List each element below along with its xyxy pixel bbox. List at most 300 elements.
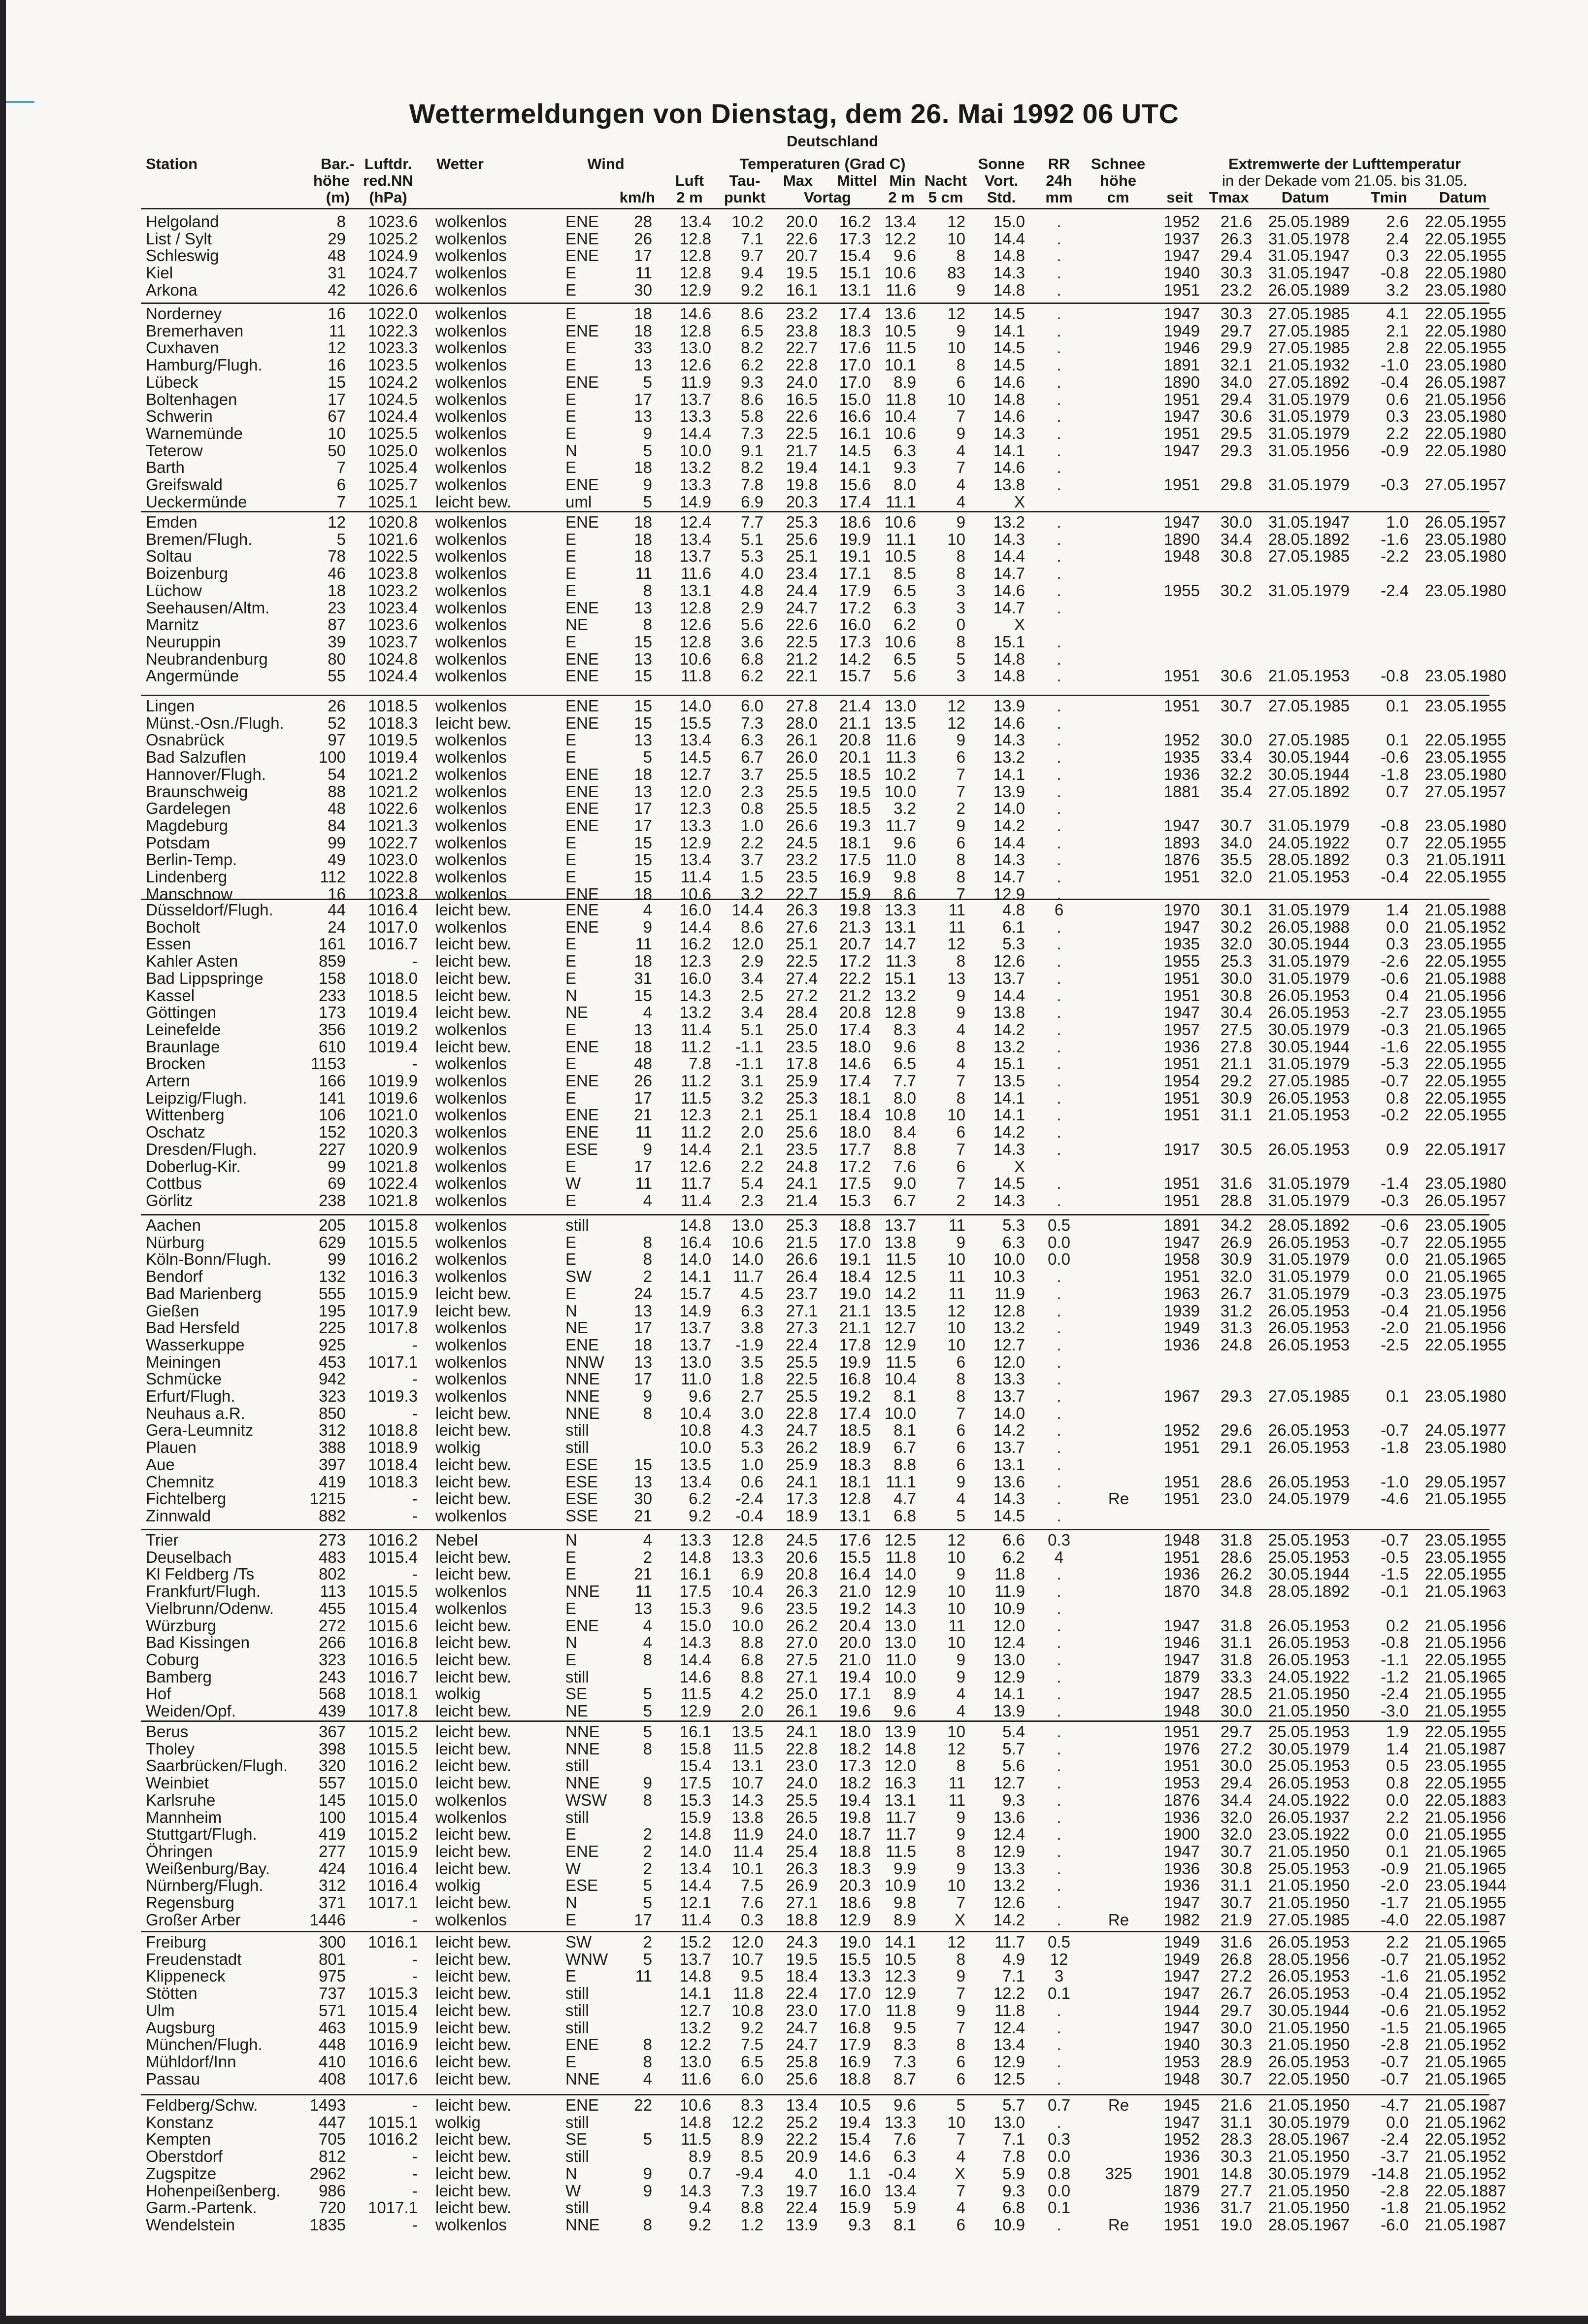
cell-tmin: 2.2	[1386, 1808, 1409, 1826]
cell-luftdruck: 1025.5	[368, 424, 418, 442]
cell-station: Bremerhaven	[146, 321, 244, 340]
cell-rr: .	[1057, 564, 1061, 583]
cell-tmin: -1.6	[1381, 1037, 1409, 1056]
cell-wetter: leicht bew.	[435, 1472, 512, 1491]
cell-max: 27.3	[786, 1318, 818, 1337]
cell-schnee: 325	[1105, 2164, 1132, 2183]
cell-datum-min: 23.05.1980	[1424, 667, 1506, 685]
cell-max: 26.3	[786, 1582, 818, 1601]
cell-luftdruck: 1016.7	[368, 935, 418, 953]
cell-wind-richtung: WNW	[565, 1950, 608, 1968]
cell-wetter: leicht bew.	[435, 1616, 512, 1635]
cell-wetter: leicht bew.	[435, 935, 512, 953]
cell-datum-max: 30.05.1979	[1268, 1739, 1350, 1758]
cell-luft: 14.9	[679, 1301, 711, 1320]
table-row	[0, 1337, 1588, 1353]
cell-wind-staerke: 4	[643, 901, 652, 919]
cell-sonne: 12.9	[993, 1667, 1025, 1686]
cell-min: 10.6	[884, 424, 916, 442]
cell-wind-staerke: 18	[634, 765, 652, 783]
table-row	[0, 600, 1588, 616]
cell-station: List / Sylt	[146, 229, 212, 248]
cell-seit: 1936	[1163, 765, 1200, 783]
cell-luft: 10.6	[679, 884, 711, 903]
cell-min: 7.6	[893, 2130, 916, 2149]
cell-datum-min: 21.05.1956	[1424, 1616, 1506, 1635]
cell-sonne: 12.4	[993, 1633, 1025, 1652]
cell-seit: 1946	[1163, 338, 1200, 357]
cell-wind-staerke: 5	[643, 748, 652, 767]
cell-luftdruck: -	[412, 2147, 418, 2166]
cell-tmax: 29.4	[1220, 390, 1252, 408]
cell-station: Ueckermünde	[146, 492, 247, 511]
table-row	[0, 616, 1588, 633]
cell-tmax: 29.4	[1220, 1774, 1252, 1792]
cell-seit: 1958	[1163, 1250, 1200, 1269]
cell-max: 24.7	[786, 2035, 818, 2054]
cell-luftdruck: 1015.8	[368, 1216, 418, 1234]
cell-tmax: 19.0	[1220, 2215, 1252, 2234]
cell-taupunkt: 6.8	[741, 649, 763, 668]
cell-wetter: wolkenlos	[435, 884, 507, 903]
cell-max: 22.6	[786, 229, 818, 248]
cell-rr: .	[1057, 1859, 1061, 1878]
cell-max: 25.1	[786, 935, 818, 953]
group-separator	[141, 303, 1489, 304]
cell-datum-max: 22.05.1950	[1268, 2069, 1350, 2088]
cell-tmin: 0.0	[1386, 1825, 1409, 1844]
cell-luftdruck: 1020.9	[368, 1140, 418, 1158]
cell-luft: 13.2	[679, 2018, 711, 2037]
cell-seit: 1949	[1163, 1933, 1200, 1951]
cell-luftdruck: 1025.7	[368, 475, 418, 494]
cell-tmin: -1.4	[1381, 1174, 1409, 1193]
cell-wetter: wolkenlos	[435, 1123, 507, 1142]
cell-min: 11.1	[886, 530, 916, 548]
cell-datum-max: 26.05.1953	[1268, 1774, 1350, 1792]
cell-min: 8.1	[893, 1421, 916, 1440]
cell-schnee: Re	[1108, 1910, 1129, 1929]
cell-taupunkt: 13.8	[731, 1808, 763, 1826]
cell-wind-staerke: 15	[634, 713, 652, 732]
cell-sonne: 13.8	[993, 475, 1025, 494]
cell-taupunkt: 10.6	[731, 1233, 763, 1251]
cell-datum-max: 21.05.1953	[1268, 868, 1350, 886]
cell-sonne: 14.5	[993, 1174, 1025, 1193]
cell-min: 6.3	[893, 598, 916, 617]
cell-luft: 12.6	[679, 356, 711, 374]
table-row	[0, 1388, 1588, 1405]
cell-tmin: 0.7	[1386, 782, 1409, 801]
cell-station: Neuruppin	[146, 632, 221, 651]
cell-station: Tholey	[146, 1739, 195, 1758]
cell-tmin: 0.2	[1386, 1616, 1409, 1635]
cell-wind-richtung: SE	[565, 2130, 588, 2149]
cell-min: 12.5	[884, 1267, 916, 1286]
cell-wind-richtung: E	[565, 632, 577, 651]
cell-mittel: 18.4	[839, 1267, 871, 1286]
cell-tmax: 32.0	[1220, 935, 1252, 953]
cell-tmin: -0.8	[1381, 1633, 1409, 1652]
cell-taupunkt: 12.0	[731, 935, 763, 953]
cell-nacht: 10	[947, 1722, 965, 1741]
cell-tmax: 30.0	[1220, 513, 1252, 531]
cell-station: Arkona	[146, 280, 198, 299]
cell-nacht: 4	[956, 1702, 965, 1720]
cell-taupunkt: 6.5	[741, 321, 763, 340]
cell-luft: 14.4	[679, 917, 711, 936]
cell-wetter: wolkenlos	[435, 868, 507, 886]
cell-wind-richtung: E	[565, 1599, 577, 1617]
cell-wind-richtung: ENE	[565, 1072, 599, 1090]
cell-nacht: 11	[948, 1774, 965, 1792]
cell-wetter: wolkenlos	[435, 632, 507, 651]
cell-wind-richtung: N	[565, 986, 577, 1005]
cell-datum-max: 31.05.1979	[1268, 969, 1350, 987]
cell-datum-max: 30.05.1979	[1268, 2164, 1350, 2183]
cell-datum-max: 26.05.1953	[1268, 1233, 1350, 1251]
cell-rr: .	[1057, 1421, 1061, 1440]
cell-tmin: -1.5	[1381, 1565, 1409, 1583]
group-separator	[141, 1529, 1489, 1530]
cell-sonne: 13.6	[993, 1472, 1025, 1491]
cell-mittel: 19.1	[839, 547, 871, 566]
cell-mittel: 18.3	[839, 1859, 871, 1878]
cell-datum-max: 31.05.1979	[1268, 1267, 1350, 1286]
cell-mittel: 14.6	[839, 1054, 871, 1073]
cell-sonne: 14.6	[993, 713, 1025, 732]
cell-wind-staerke: 5	[643, 372, 652, 391]
cell-taupunkt: 6.9	[741, 492, 763, 511]
cell-barhoehe: 238	[318, 1191, 346, 1210]
cell-taupunkt: 2.3	[741, 1191, 763, 1210]
cell-wind-richtung: E	[565, 564, 577, 583]
cell-sonne: 10.3	[993, 1267, 1025, 1286]
cell-barhoehe: 12	[328, 338, 346, 357]
cell-nacht: 9	[956, 424, 965, 442]
cell-datum-min: 21.05.1965	[1424, 2018, 1506, 2037]
cell-barhoehe: 8	[336, 212, 346, 231]
cell-rr: .	[1057, 1088, 1061, 1107]
cell-wind-richtung: E	[565, 850, 577, 869]
cell-rr: .	[1057, 1893, 1061, 1912]
cell-station: Lüchow	[146, 581, 202, 600]
cell-min: 8.8	[893, 1140, 916, 1158]
cell-wind-richtung: still	[565, 1667, 589, 1686]
cell-sonne: 11.9	[994, 1284, 1025, 1303]
cell-seit: 1948	[1163, 547, 1200, 566]
cell-mittel: 17.7	[839, 1140, 871, 1158]
cell-mittel: 18.2	[839, 1739, 871, 1758]
cell-mittel: 18.0	[839, 1037, 871, 1056]
cell-barhoehe: 158	[318, 969, 346, 987]
cell-taupunkt: 7.3	[741, 713, 763, 732]
cell-wind-staerke: 13	[634, 1472, 652, 1491]
cell-datum-min: 22.05.1980	[1424, 441, 1506, 460]
cell-rr: .	[1057, 1565, 1061, 1583]
cell-datum-max: 26.05.1988	[1268, 917, 1350, 936]
cell-datum-max: 27.05.1985	[1268, 1387, 1350, 1405]
cell-rr: .	[1057, 1684, 1061, 1703]
cell-luftdruck: 1015.6	[368, 1616, 418, 1635]
cell-datum-min: 21.05.1956	[1424, 986, 1506, 1005]
cell-rr: 0.8	[1048, 2164, 1070, 2183]
cell-luft: 13.4	[679, 1472, 711, 1491]
cell-tmax: 29.1	[1220, 1438, 1252, 1457]
cell-sonne: 14.1	[993, 441, 1025, 460]
cell-max: 22.1	[786, 667, 818, 685]
cell-mittel: 19.9	[839, 1352, 871, 1371]
cell-datum-max: 26.05.1953	[1268, 1984, 1350, 2003]
cell-wind-staerke: 8	[643, 1233, 652, 1251]
cell-seit: 1876	[1163, 1790, 1200, 1809]
cell-wetter: wolkenlos	[435, 1233, 507, 1251]
cell-wind-staerke: 31	[634, 969, 652, 987]
cell-min: 13.3	[884, 901, 916, 919]
cell-tmax: 31.1	[1220, 2113, 1252, 2131]
cell-wind-staerke: 8	[643, 581, 652, 600]
table-row	[0, 531, 1588, 548]
cell-luft: 10.4	[679, 1404, 711, 1422]
cell-luftdruck: 1022.3	[368, 321, 418, 340]
cell-mittel: 14.2	[839, 649, 871, 668]
cell-min: 8.9	[893, 1910, 916, 1929]
cell-taupunkt: 2.5	[741, 986, 763, 1005]
cell-seit: 1947	[1163, 1967, 1200, 1986]
cell-barhoehe: 925	[318, 1335, 346, 1354]
cell-max: 26.2	[786, 1616, 818, 1635]
cell-barhoehe: 463	[318, 2018, 346, 2037]
cell-barhoehe: 812	[318, 2147, 346, 2166]
cell-wetter: wolkenlos	[435, 304, 507, 323]
cell-nacht: 5	[956, 1506, 965, 1525]
cell-wind-staerke: 9	[643, 424, 652, 442]
cell-mittel: 9.3	[848, 2215, 871, 2234]
cell-luft: 15.0	[679, 1616, 711, 1635]
cell-station: Kassel	[146, 986, 195, 1005]
cell-sonne: 4.9	[1002, 1950, 1025, 1968]
cell-min: 11.0	[886, 1650, 916, 1669]
cell-seit: 1879	[1163, 1667, 1200, 1686]
cell-datum-min: 21.05.1952	[1424, 2198, 1506, 2217]
cell-max: 26.6	[786, 1250, 818, 1269]
cell-mittel: 19.4	[839, 1667, 871, 1686]
cell-taupunkt: -2.4	[735, 1489, 763, 1508]
cell-wind-staerke: 15	[634, 868, 652, 886]
cell-taupunkt: 3.1	[741, 1072, 763, 1090]
cell-tmin: -0.4	[1381, 1301, 1409, 1320]
cell-max: 23.7	[786, 1284, 818, 1303]
cell-datum-min: 22.05.1955	[1424, 338, 1506, 357]
cell-taupunkt: 6.7	[741, 748, 763, 767]
cell-wetter: wolkenlos	[435, 513, 507, 531]
cell-mittel: 19.0	[839, 1284, 871, 1303]
cell-luftdruck: 1024.8	[368, 649, 418, 668]
cell-luftdruck: 1015.5	[368, 1582, 418, 1601]
cell-datum-min: 22.05.1955	[1424, 1088, 1506, 1107]
cell-datum-min: 23.05.1980	[1424, 765, 1506, 783]
cell-barhoehe: 39	[328, 632, 346, 651]
cell-mittel: 19.8	[839, 1808, 871, 1826]
cell-wind-staerke: 5	[643, 1876, 652, 1895]
cell-datum-min: 22.05.1955	[1424, 212, 1506, 231]
cell-wind-richtung: E	[565, 1157, 577, 1176]
cell-luftdruck: 1018.3	[368, 713, 418, 732]
cell-wetter: leicht bew.	[435, 2198, 512, 2217]
header-rr-2: 24h	[1046, 172, 1072, 189]
cell-nacht: 9	[956, 986, 965, 1005]
cell-wetter: wolkenlos	[435, 547, 507, 566]
cell-station: Stuttgart/Flugh.	[146, 1825, 257, 1844]
cell-nacht: 8	[956, 1088, 965, 1107]
cell-tmax: 32.2	[1220, 765, 1252, 783]
cell-seit: 1949	[1163, 1318, 1200, 1337]
cell-luftdruck: 1021.0	[368, 1106, 418, 1124]
cell-seit: 1951	[1163, 1054, 1200, 1073]
cell-barhoehe: 7	[336, 492, 346, 511]
cell-seit: 1967	[1163, 1387, 1200, 1405]
cell-barhoehe: 12	[328, 513, 346, 531]
cell-mittel: 18.1	[839, 1088, 871, 1107]
cell-tmin: -14.8	[1371, 2164, 1409, 2183]
cell-wetter: wolkenlos	[435, 782, 507, 801]
cell-wetter: leicht bew.	[435, 2147, 512, 2166]
cell-wetter: leicht bew.	[435, 1284, 512, 1303]
cell-tmax: 28.6	[1220, 1548, 1252, 1566]
cell-min: 6.5	[893, 1054, 916, 1073]
cell-sonne: 14.6	[993, 581, 1025, 600]
cell-min: 9.6	[893, 2096, 916, 2114]
cell-nacht: 12	[947, 713, 965, 732]
cell-rr: .	[1057, 1174, 1061, 1193]
cell-min: 10.5	[884, 321, 916, 340]
cell-luft: 13.7	[679, 390, 711, 408]
cell-wind-staerke: 11	[635, 1967, 652, 1986]
cell-barhoehe: 320	[318, 1756, 346, 1775]
cell-seit: 1982	[1163, 1910, 1200, 1929]
cell-min: 11.5	[886, 1250, 916, 1269]
cell-nacht: 6	[956, 1123, 965, 1142]
cell-nacht: 7	[956, 1984, 965, 2003]
cell-datum-max: 31.05.1979	[1268, 475, 1350, 494]
cell-nacht: 4	[956, 1684, 965, 1703]
cell-datum-max: 28.05.1967	[1268, 2215, 1350, 2234]
cell-wetter: wolkig	[435, 1684, 481, 1703]
cell-rr: .	[1057, 356, 1061, 374]
cell-datum-max: 26.05.1953	[1268, 1140, 1350, 1158]
cell-luft: 12.0	[679, 782, 711, 801]
cell-wind-staerke: 8	[643, 1650, 652, 1669]
cell-min: 11.6	[886, 731, 916, 749]
cell-max: 24.1	[786, 1174, 818, 1193]
cell-wind-richtung: E	[565, 731, 577, 749]
cell-min: 11.8	[886, 1548, 916, 1566]
cell-taupunkt: 5.3	[741, 1438, 763, 1457]
cell-wetter: wolkenlos	[435, 530, 507, 548]
cell-wind-richtung: ENE	[565, 2096, 599, 2114]
cell-wind-richtung: E	[565, 1088, 577, 1107]
cell-taupunkt: 8.2	[741, 458, 763, 477]
cell-station: Magdeburg	[146, 816, 228, 835]
cell-wind-staerke: 8	[643, 1250, 652, 1269]
cell-rr: .	[1057, 1739, 1061, 1758]
cell-mittel: 17.2	[839, 598, 871, 617]
cell-datum-min: 23.05.1980	[1424, 280, 1506, 299]
table-row	[0, 1826, 1588, 1843]
cell-sonne: 14.3	[993, 850, 1025, 869]
cell-min: -0.4	[888, 2164, 916, 2183]
cell-wind-richtung: ENE	[565, 212, 599, 231]
cell-wind-richtung: ENE	[565, 884, 599, 903]
table-row	[0, 715, 1588, 732]
cell-station: Göttingen	[146, 1003, 217, 1022]
cell-wind-richtung: E	[565, 338, 577, 357]
cell-wind-richtung: E	[565, 1233, 577, 1251]
cell-min: 10.4	[884, 407, 916, 426]
cell-luftdruck: 1015.9	[368, 1284, 418, 1303]
cell-station: Soltau	[146, 547, 192, 566]
cell-datum-min: 23.05.1955	[1424, 1756, 1506, 1775]
cell-luft: 12.7	[679, 765, 711, 783]
cell-datum-min: 21.05.1955	[1424, 1825, 1506, 1844]
cell-datum-max: 26.05.1953	[1268, 1472, 1350, 1491]
cell-seit: 1890	[1163, 372, 1200, 391]
cell-barhoehe: 408	[318, 2069, 346, 2088]
cell-min: 7.6	[893, 1157, 916, 1176]
cell-tmax: 30.8	[1220, 1859, 1252, 1878]
cell-station: Freudenstadt	[146, 1950, 242, 1968]
cell-station: Leinefelde	[146, 1020, 221, 1039]
cell-wind-staerke: 4	[643, 1191, 652, 1210]
cell-station: Mühldorf/Inn	[146, 2052, 236, 2071]
cell-station: Oschatz	[146, 1123, 206, 1142]
cell-taupunkt: 2.9	[741, 598, 763, 617]
cell-wind-staerke: 18	[634, 884, 652, 903]
cell-max: 19.7	[786, 2181, 818, 2200]
cell-tmin: -0.9	[1381, 441, 1409, 460]
cell-seit: 1947	[1163, 1616, 1200, 1635]
cell-luftdruck: 1016.1	[368, 1933, 418, 1951]
cell-wetter: wolkenlos	[435, 649, 507, 668]
cell-max: 23.8	[786, 321, 818, 340]
cell-nacht: 2	[956, 799, 965, 818]
cell-station: Chemnitz	[146, 1472, 215, 1491]
cell-wind-staerke: 28	[634, 212, 652, 231]
cell-wetter: wolkenlos	[435, 765, 507, 783]
cell-min: 9.6	[893, 1037, 916, 1056]
cell-datum-min: 22.05.1955	[1424, 1722, 1506, 1741]
cell-seit: 1947	[1163, 1842, 1200, 1860]
cell-max: 25.2	[786, 2113, 818, 2131]
cell-nacht: 10	[947, 1599, 965, 1617]
cell-wind-richtung: E	[565, 2052, 577, 2071]
cell-luftdruck: 1016.9	[368, 2035, 418, 2054]
cell-luftdruck: -	[412, 1967, 418, 1986]
cell-wind-richtung: uml	[565, 492, 592, 511]
cell-mittel: 17.4	[839, 1072, 871, 1090]
cell-barhoehe: 312	[318, 1876, 346, 1895]
cell-station: Münst.-Osn./Flugh.	[146, 713, 284, 732]
cell-rr: .	[1057, 2069, 1061, 2088]
cell-station: Leipzig/Flugh.	[146, 1088, 247, 1107]
cell-datum-max: 30.05.1979	[1268, 1020, 1350, 1039]
cell-taupunkt: 4.5	[741, 1284, 763, 1303]
cell-seit: 1951	[1163, 1548, 1200, 1566]
cell-rr: .	[1057, 986, 1061, 1005]
cell-seit: 1947	[1163, 1650, 1200, 1669]
cell-wetter: leicht bew.	[435, 2035, 512, 2054]
cell-datum-max: 21.05.1950	[1268, 2198, 1350, 2217]
